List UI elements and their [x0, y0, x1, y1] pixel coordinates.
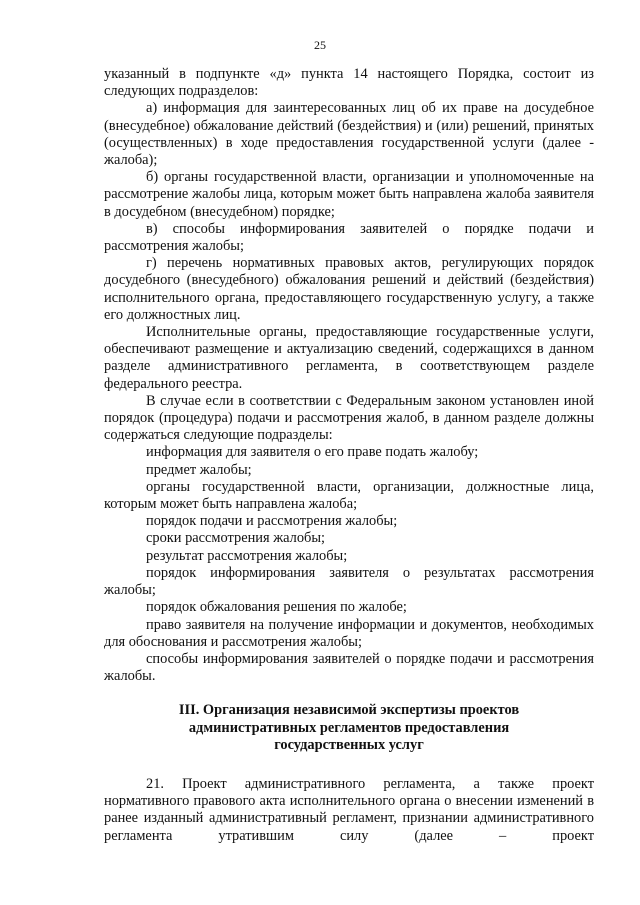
list-item: способы информирования заявителей о порядке подачи и рассмотрения жалобы.: [104, 650, 594, 685]
list-item: порядок информирования заявителя о результатах рассмотрения жалобы;: [104, 564, 594, 599]
document-body: [104, 66, 594, 845]
list-item: право заявителя на получение информации и документов, необходимых для обоснования и рассмотрения жалобы;: [104, 616, 594, 650]
section-heading-line: государственных услуг: [274, 736, 424, 753]
section-heading-line: III. Организация независимой экспертизы проектов: [178, 702, 520, 719]
page-number: 25: [314, 38, 326, 52]
paragraph: указанный в подпункте «д» пункта 14 настоящего Порядка, состоит из следующих подразделов:: [104, 66, 594, 100]
list-item: результат рассмотрения жалобы;: [146, 547, 348, 564]
list-item: сроки рассмотрения жалобы;: [146, 530, 326, 547]
list-item: органы государственной власти, организации, должностные лица, которым может быть направлена жалоба;: [104, 478, 594, 513]
section-heading: [104, 702, 594, 754]
paragraph-21: 21. Проект административного регламента, а также проект нормативного правового акта исполнительного органа о внесении изменений в ранее изданный административный регламент, признании административного регламента утратившим силу (далее – проект: [104, 775, 594, 844]
list-item: предмет жалобы;: [146, 461, 252, 478]
list-item: порядок обжалования решения по жалобе;: [146, 599, 407, 616]
list-item: информация для заявителя о его праве подать жалобу;: [146, 444, 479, 461]
section-heading-line: административных регламентов предоставления: [188, 719, 510, 736]
list-item: порядок подачи и рассмотрения жалобы;: [146, 513, 398, 530]
paragraph: Исполнительные органы, предоставляющие государственные услуги, обеспечивают размещение и актуализацию сведений, содержащихся в данном разделе административного регламента, в соответствующем разделе федерального реестра.: [104, 324, 594, 392]
paragraph: а) информация для заинтересованных лиц об их праве на досудебное (внесудебное) обжалование действий (бездействия) и (или) решений, принятых (осуществленных) в ходе предоставления государственной услуги (далее - жалоба);: [104, 100, 594, 169]
paragraph: в) способы информирования заявителей о порядке подачи и рассмотрения жалобы;: [104, 220, 594, 255]
paragraph: г) перечень нормативных правовых актов, регулирующих порядок досудебного (внесудебного) обжалования решений и действий (бездействия) исполнительного органа, предоставляющего государственную услугу, а также его должностных лиц.: [104, 255, 594, 323]
paragraph: В случае если в соответствии с Федеральным законом установлен иной порядок (процедура) подачи и рассмотрения жалоб, в данном разделе должны содержаться следующие подразделы:: [104, 392, 594, 444]
paragraph: б) органы государственной власти, организации и уполномоченные на рассмотрение жалобы лица, которым может быть направлена жалоба заявителя в досудебном (внесудебном) порядке;: [104, 169, 594, 220]
